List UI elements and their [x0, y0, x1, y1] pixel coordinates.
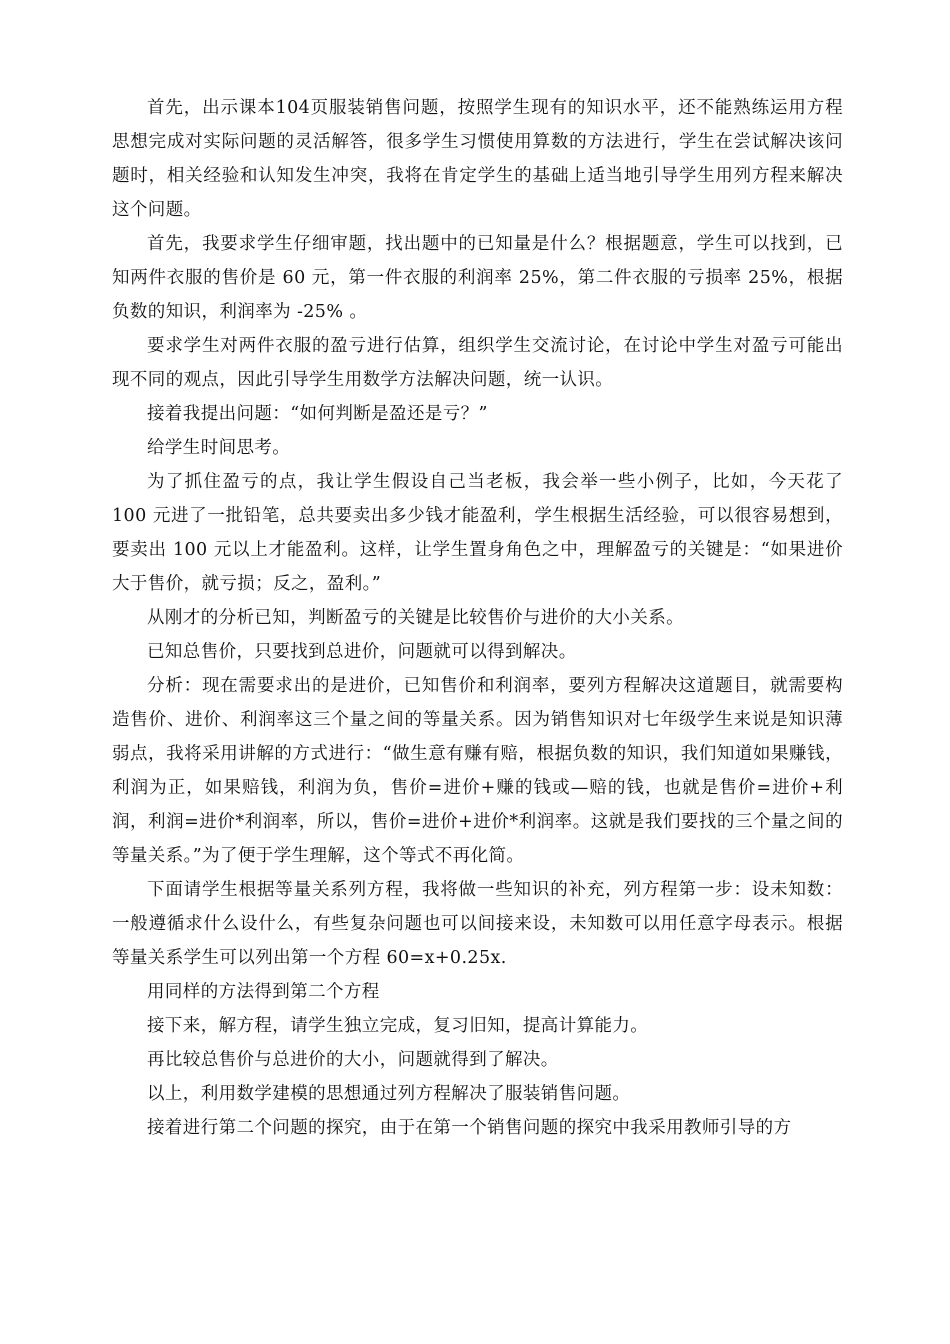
document-body: [112, 91, 843, 1145]
paragraph: 接着进行第二个问题的探究，由于在第一个销售问题的探究中我采用教师引导的方: [147, 1118, 792, 1138]
paragraph: 接下来，解方程，请学生独立完成，复习旧知，提高计算能力。: [147, 1016, 649, 1036]
paragraph: 下面请学生根据等量关系列方程，我将做一些知识的补充，列方程第一步：设未知数：一般遵循求什么设什么，有些复杂问题也可以间接来设，未知数可以用任意字母表示。根据等量关系学生可以列出第一个方程 60=x+0.25x.: [112, 880, 843, 968]
paragraph: 首先，出示课本104页服装销售问题，按照学生现有的知识水平，还不能熟练运用方程思想完成对实际问题的灵活解答，很多学生习惯使用算数的方法进行，学生在尝试解决该问题时，相关经验和认知发生冲突，我将在肯定学生的基础上适当地引导学生用列方程来解决这个问题。: [112, 98, 843, 220]
paragraph: 为了抓住盈亏的点，我让学生假设自己当老板，我会举一些小例子，比如，今天花了 100 元进了一批铅笔，总共要卖出多少钱才能盈利，学生根据生活经验，可以很容易想到，要卖出 100 元以上才能盈利。这样，让学生置身角色之中，理解盈亏的关键是：“如果进价大于售价，就亏损；反之，盈利。”: [112, 472, 843, 594]
paragraph: 接着我提出问题：“如何判断是盈还是亏？”: [147, 404, 488, 424]
paragraph: 以上，利用数学建模的思想通过列方程解决了服装销售问题。: [147, 1084, 631, 1104]
paragraph: 首先，我要求学生仔细审题，找出题中的已知量是什么？根据题意，学生可以找到，已知两件衣服的售价是 60 元，第一件衣服的利润率 25%，第二件衣服的亏损率 25%，根据负数的知识，利润率为 -25% 。: [112, 234, 843, 322]
paragraph: 用同样的方法得到第二个方程: [147, 982, 380, 1002]
paragraph: 从刚才的分析已知，判断盈亏的关键是比较售价与进价的大小关系。: [147, 608, 684, 628]
paragraph: 给学生时间思考。: [147, 438, 291, 458]
paragraph: 要求学生对两件衣服的盈亏进行估算，组织学生交流讨论，在讨论中学生对盈亏可能出现不同的观点，因此引导学生用数学方法解决问题，统一认识。: [112, 336, 843, 390]
paragraph: 分析：现在需要求出的是进价，已知售价和利润率，要列方程解决这道题目，就需要构造售价、进价、利润率这三个量之间的等量关系。因为销售知识对七年级学生来说是知识薄弱点，我将采用讲解的方式进行：“做生意有赚有赔，根据负数的知识，我们知道如果赚钱，利润为正，如果赔钱，利润为负，售价=进价+赚的钱或—赔的钱，也就是售价=进价+利润，利润=进价*利润率，所以，售价=进价+进价*利润率。这就是我们要找的三个量之间的等量关系。”为了便于学生理解，这个等式不再化简。: [112, 676, 843, 866]
paragraph: 已知总售价，只要找到总进价，问题就可以得到解决。: [147, 642, 577, 662]
paragraph: 再比较总售价与总进价的大小，问题就得到了解决。: [147, 1050, 559, 1070]
